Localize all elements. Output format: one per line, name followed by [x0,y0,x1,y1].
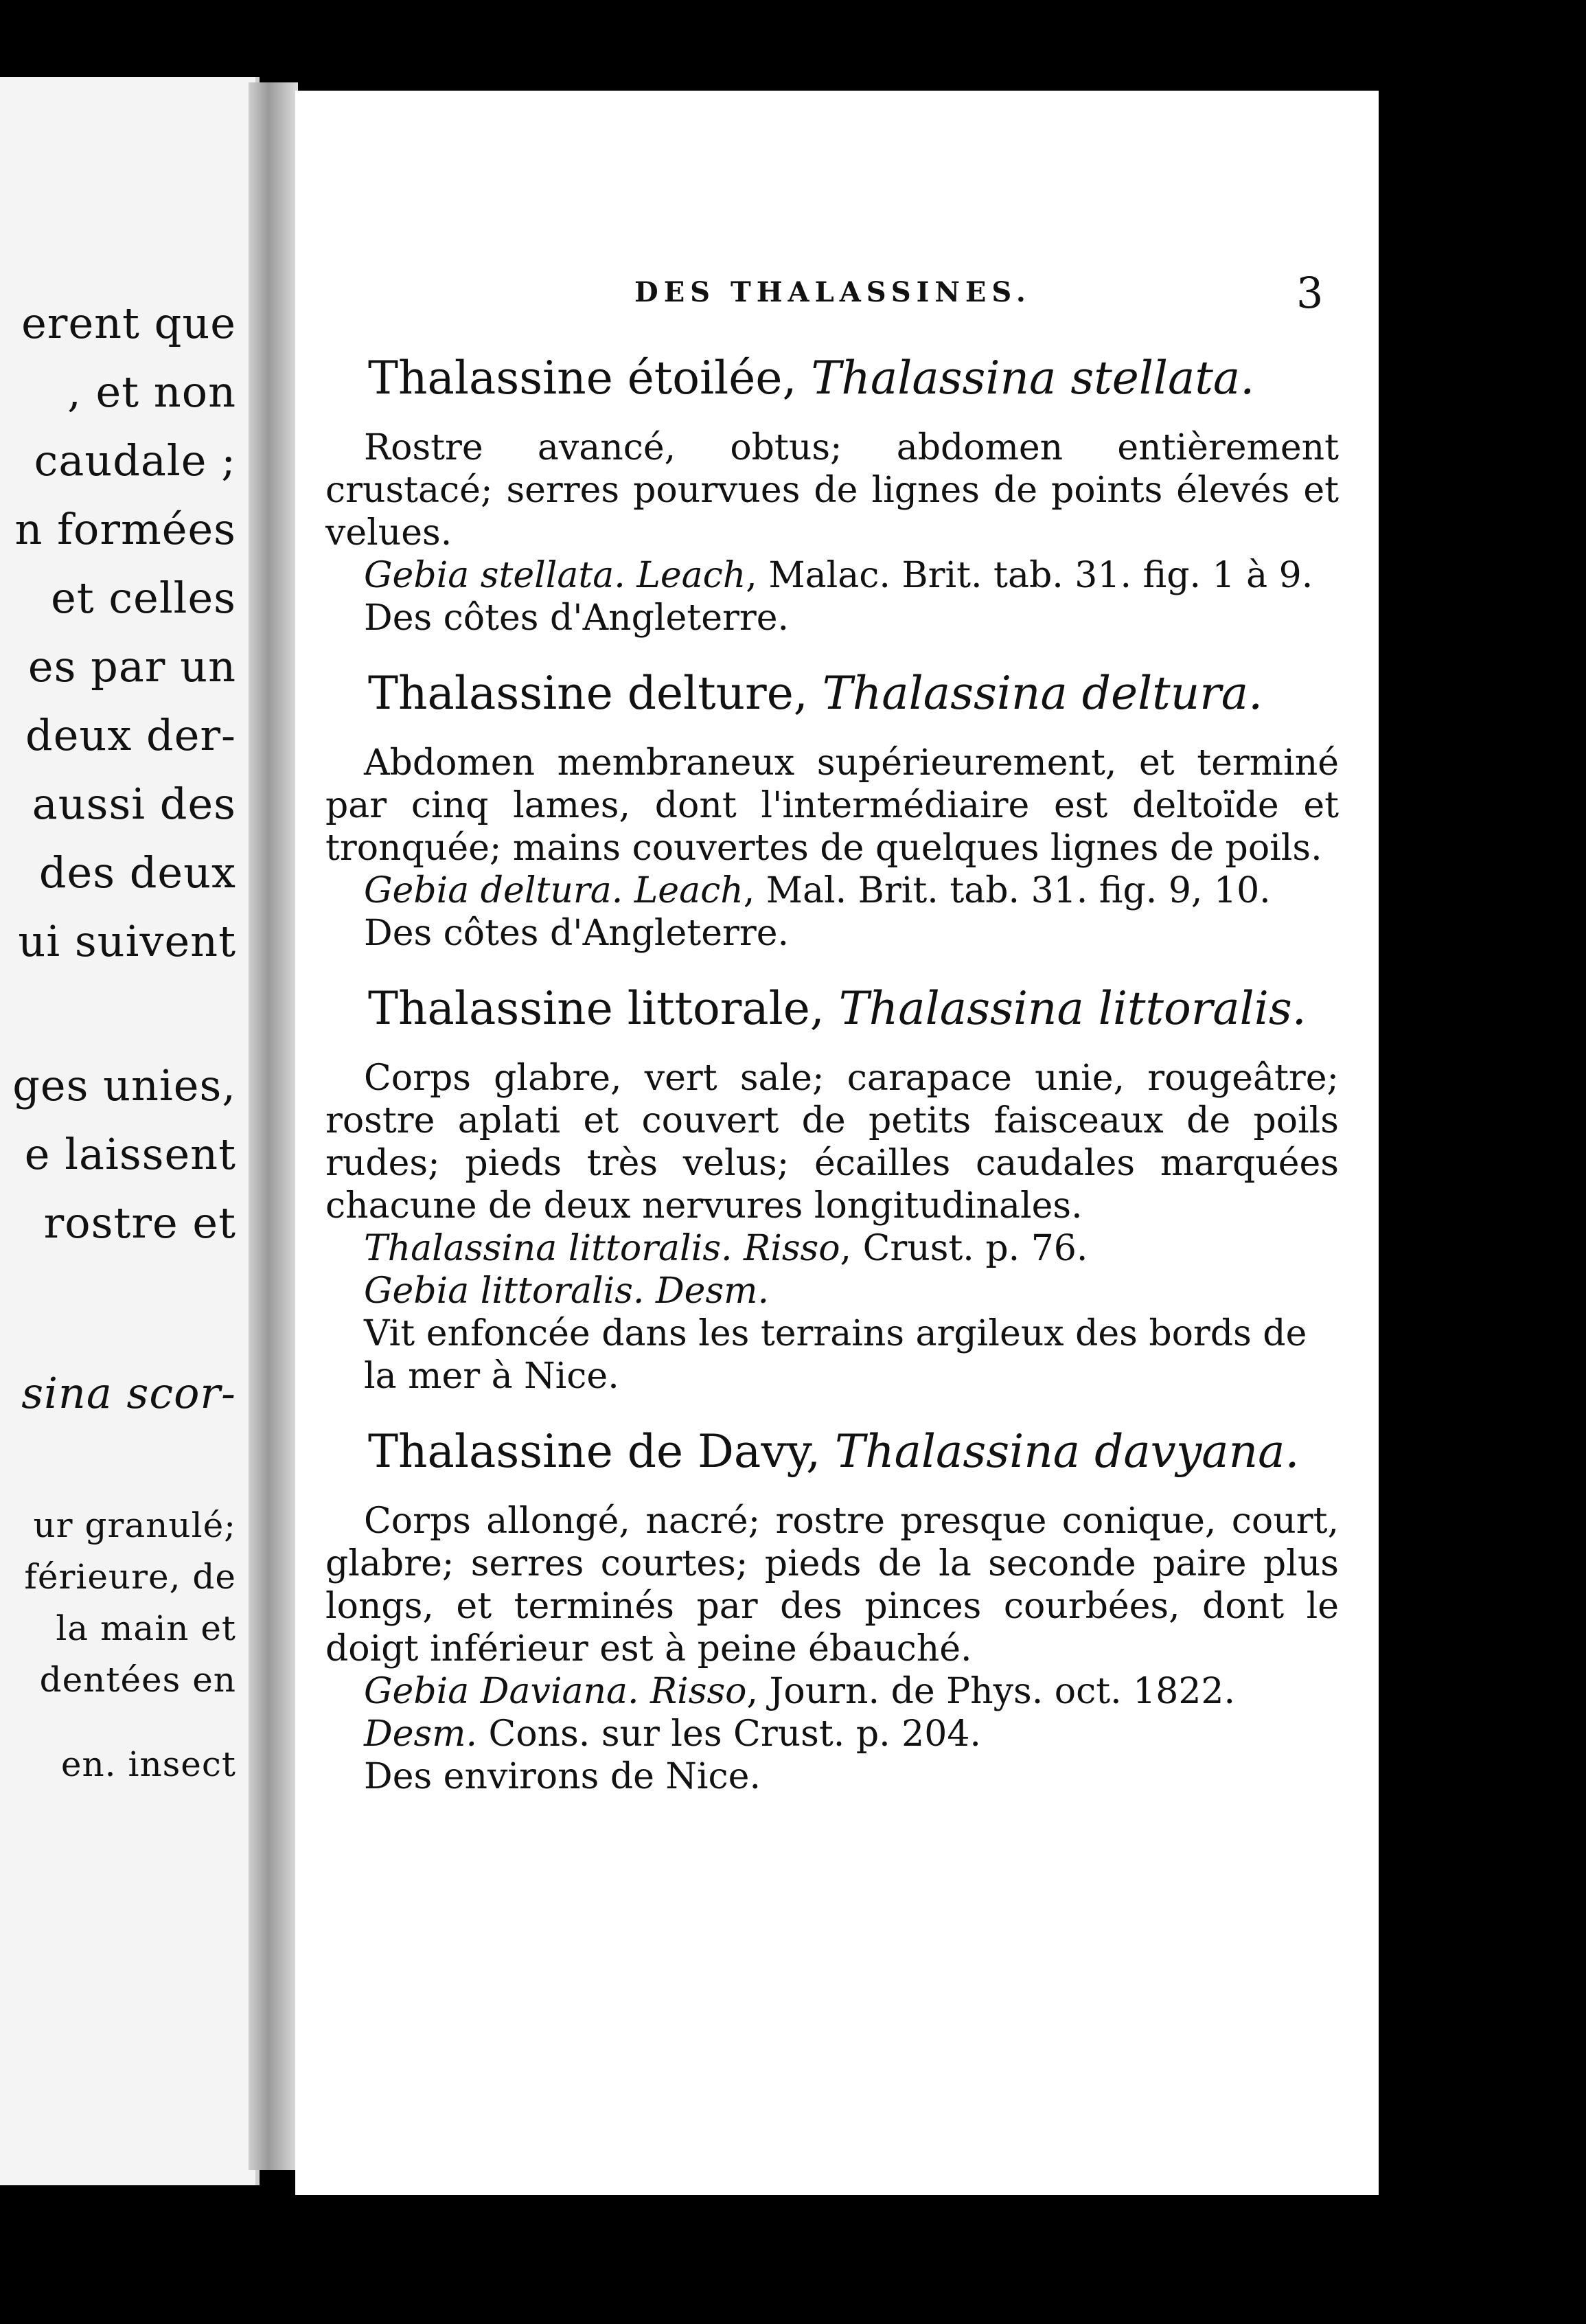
left-page-line: aussi des [32,779,236,829]
left-page-line: n formées [14,504,236,554]
left-page-line: caudale ; [34,435,236,486]
left-page-line: ui suivent [18,916,236,966]
page-body [325,352,1339,1825]
left-page-line: sina scor- [21,1368,236,1418]
left-page-line: ges unies, [12,1060,236,1110]
left-page-line: ur granulé; [33,1505,236,1545]
species-description: Abdomen membraneux supérieurement, et terminé par cinq lames, dont l'intermédiaire est deltoïde et tronquée; mains couvertes de quelques lignes de poils. [325,742,1339,869]
species-entry [325,1425,1339,1798]
species-entry [325,352,1339,639]
right-page [295,91,1379,2195]
left-page-line: des deux [38,847,236,898]
latin-name: Thalassina stellata. [811,352,1255,405]
left-page-line: la main et [56,1608,236,1648]
reference-line: Gebia stellata. Leach, Malac. Brit. tab. 31. fig. 1 à 9. [364,555,1313,596]
species-description: Corps glabre, vert sale; carapace unie, rougeâtre; rostre aplati et couvert de petits faisceaux de poils rudes; pieds très velus; écailles caudales marquées chacune de deux nervures longitudinales. [325,1058,1339,1227]
page-number: 3 [1296,268,1324,318]
latin-name: Thalassina littoralis. [838,982,1307,1035]
left-page-line: es par un [27,641,236,692]
species-description: Corps allongé, nacré; rostre presque conique, court, glabre; serres courtes; pieds de la seconde paire plus longs, et terminés par des pinces courbées, dont le doigt inférieur est à peine ébauché. [325,1501,1339,1670]
reference-line: Gebia Daviana. Risso, Journ. de Phys. oct. 1822. [364,1671,1236,1712]
reference-line: Gebia deltura. Leach, Mal. Brit. tab. 31. fig. 9, 10. [364,870,1271,911]
reference-line: Desm. Cons. sur les Crust. p. 204. [364,1713,981,1755]
species-heading [368,667,1339,720]
species-entry [325,667,1339,955]
french-name: Thalassine littorale, [368,982,839,1035]
species-description: Rostre avancé, obtus; abdomen entièrement crustacé; serres pourvues de lignes de points élevés et velues. [325,427,1339,554]
left-page-line: , et non [67,367,236,417]
species-entry [325,982,1339,1398]
left-page-line: et celles [51,573,236,623]
left-page-line: erent que [21,298,236,348]
book-gutter [249,82,298,2170]
reference-line: Thalassina littoralis. Risso, Crust. p. 76. [364,1228,1088,1269]
habitat-line: Des côtes d'Angleterre. [364,913,789,954]
french-name: Thalassine étoilée, [368,352,812,405]
left-page-line: en. insect [60,1744,236,1784]
left-page-line: dentées en [39,1660,236,1700]
left-page-line: férieure, de [24,1557,236,1597]
species-heading [368,1425,1339,1478]
french-name: Thalassine de Davy, [368,1425,836,1478]
reference-line: Gebia littoralis. Desm. [364,1271,769,1312]
french-name: Thalassine delture, [368,667,823,720]
habitat-line: Des côtes d'Angleterre. [364,597,789,639]
habitat-line: Des environs de Nice. [364,1756,761,1797]
running-head: DES THALASSINES. [634,276,1031,308]
habitat-line: Vit enfoncée dans les terrains argileux des bords de la mer à Nice. [364,1313,1307,1397]
species-heading [368,982,1339,1035]
species-heading [368,352,1339,405]
left-page-line: rostre et [43,1198,236,1248]
left-page [0,77,260,2185]
left-page-line: e laissent [24,1129,236,1179]
left-page-line: deux der- [25,710,236,760]
latin-name: Thalassina davyana. [835,1425,1300,1478]
latin-name: Thalassina deltura. [822,667,1263,720]
